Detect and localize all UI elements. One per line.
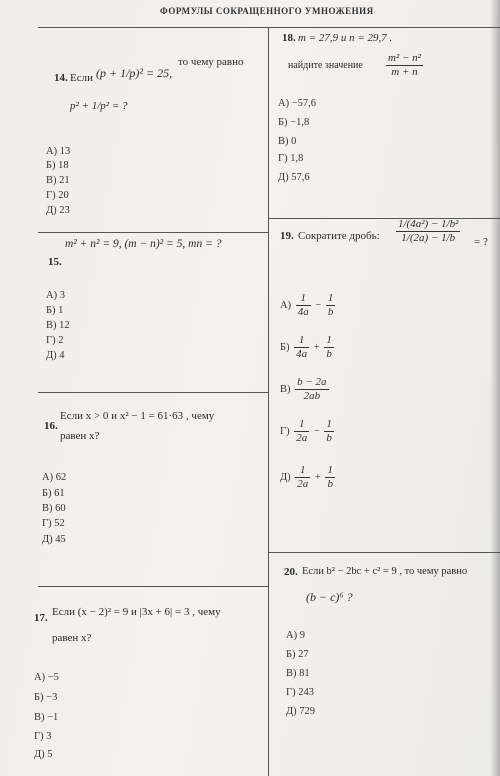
option-d[interactable]: Г) 2: [46, 335, 64, 346]
option-e[interactable]: Д) 5: [34, 749, 53, 760]
column-divider: [268, 28, 269, 776]
option-operator: −: [313, 425, 320, 437]
question-big-fraction: [396, 218, 460, 245]
question-number: 19.: [280, 230, 294, 242]
question-stem-suffix: то чему равно: [178, 56, 244, 68]
option-operator: +: [314, 471, 321, 483]
option-c[interactable]: В) −1: [34, 712, 59, 723]
denominator: b: [326, 432, 332, 444]
question-stem-line-1: m = 27,9 и n = 29,7 .: [298, 32, 393, 44]
question-stem-expression: (p + 1/p)² = 25,: [96, 66, 173, 80]
rule-left-3: [38, 586, 268, 587]
page-edge-shadow: [490, 0, 500, 776]
denominator: 2a: [297, 478, 309, 490]
rule-right-1: [268, 218, 500, 219]
numerator: 1: [294, 418, 309, 432]
numerator: b − 2a: [297, 376, 327, 388]
big-fraction-denominator: 1/(2a) − 1/b: [401, 232, 456, 244]
question-fraction: [386, 52, 423, 79]
option-c[interactable]: В) 21: [46, 175, 70, 186]
question-stem-expression: m² + n² = 9, (m − n)² = 5, mn = ?: [65, 238, 222, 250]
question-number: 15.: [48, 256, 62, 268]
option-operator: +: [313, 341, 320, 353]
option-left-fraction: [294, 418, 309, 445]
fraction-denominator: m + n: [391, 66, 418, 78]
rule-left-1: [38, 232, 268, 233]
option-e[interactable]: Д) 729: [286, 706, 316, 717]
question-stem-line-1: Если b² − 2bc + c² = 9 , то чему равно: [302, 566, 468, 577]
option-left-fraction: [294, 334, 309, 361]
question-stem-line-2: равен x?: [60, 430, 100, 442]
option-e[interactable]: [280, 464, 337, 491]
numerator: 1: [326, 418, 332, 430]
denominator: 4a: [297, 306, 309, 318]
option-d[interactable]: Г) 1,8: [278, 153, 304, 164]
question-number: 16.: [44, 420, 58, 432]
option-a[interactable]: [280, 292, 337, 319]
option-a[interactable]: А) 9: [286, 630, 305, 641]
option-b[interactable]: Б) −3: [34, 692, 58, 703]
question-suffix: = ?: [474, 236, 488, 248]
numerator: 1: [326, 334, 332, 346]
page-header: ФОРМУЛЫ СОКРАЩЕННОГО УМНОЖЕНИЯ: [160, 6, 374, 16]
option-label: Б): [280, 341, 290, 353]
question-stem-line-1: Если x > 0 и x² − 1 = 61·63 , чему: [60, 410, 215, 422]
question-stem-line-2: (b − c)⁶ ?: [306, 590, 353, 604]
numerator: 1: [295, 464, 310, 478]
option-label: Д): [280, 471, 291, 483]
numerator: 1: [294, 334, 309, 348]
question-stem: Сократите дробь:: [298, 230, 380, 242]
question-number: 14.: [54, 72, 68, 84]
option-c[interactable]: [280, 376, 331, 403]
option-a[interactable]: А) 13: [46, 146, 71, 157]
option-left-fraction: [295, 464, 310, 491]
option-fraction: [295, 376, 328, 403]
denominator: b: [327, 306, 334, 318]
option-e[interactable]: Д) 57,6: [278, 172, 310, 183]
option-c[interactable]: В) 12: [46, 320, 70, 331]
option-d[interactable]: Г) 20: [46, 190, 69, 201]
big-fraction-numerator: 1/(4a²) − 1/b²: [398, 218, 459, 230]
option-b[interactable]: Б) −1,8: [278, 117, 310, 128]
option-b[interactable]: Б) 27: [286, 649, 309, 660]
option-label: А): [280, 299, 292, 311]
option-right-fraction: [326, 292, 336, 319]
option-b[interactable]: [280, 334, 336, 361]
rule-left-2: [38, 392, 268, 393]
option-e[interactable]: Д) 23: [46, 205, 70, 216]
question-target-expression: p² + 1/p² = ?: [70, 100, 128, 112]
option-a[interactable]: А) −5: [34, 672, 59, 683]
option-b[interactable]: Б) 61: [42, 488, 65, 499]
question-number: 18.: [282, 32, 296, 44]
option-a[interactable]: А) 62: [42, 472, 67, 483]
option-d[interactable]: Г) 243: [286, 687, 314, 698]
option-right-fraction: [324, 334, 334, 361]
option-label: Г): [280, 425, 290, 437]
option-b[interactable]: Б) 18: [46, 160, 69, 171]
option-left-fraction: [296, 292, 311, 319]
denominator: 4a: [296, 348, 308, 360]
denominator: b: [327, 478, 333, 490]
question-stem-line-1: Если (x − 2)² = 9 и |3x + 6| = 3 , чему: [52, 606, 221, 618]
option-a[interactable]: А) −57,6: [278, 98, 317, 109]
option-d[interactable]: Г) 52: [42, 518, 65, 529]
question-stem-line-2: равен x?: [52, 632, 92, 644]
question-number: 17.: [34, 612, 48, 624]
fraction-numerator: m² − n²: [388, 52, 421, 64]
header-rule: [38, 27, 500, 28]
denominator: 2a: [296, 432, 308, 444]
option-a[interactable]: А) 3: [46, 290, 65, 301]
option-c[interactable]: В) 81: [286, 668, 310, 679]
option-label: В): [280, 383, 291, 395]
option-right-fraction: [324, 418, 334, 445]
question-stem-prefix: Если: [70, 72, 93, 84]
option-right-fraction: [325, 464, 335, 491]
numerator: 1: [327, 292, 334, 304]
option-e[interactable]: Д) 4: [46, 350, 65, 361]
option-b[interactable]: Б) 1: [46, 305, 64, 316]
option-e[interactable]: Д) 45: [42, 534, 66, 545]
option-operator: −: [315, 299, 322, 311]
rule-right-2: [268, 552, 500, 553]
denominator: 2ab: [303, 390, 321, 402]
option-d[interactable]: [280, 418, 336, 445]
numerator: 1: [327, 464, 333, 476]
numerator: 1: [296, 292, 311, 306]
question-number: 20.: [284, 566, 298, 578]
option-d[interactable]: Г) 3: [34, 731, 52, 742]
question-stem-line-2: найдите значение: [288, 60, 363, 71]
option-c[interactable]: В) 0: [278, 136, 297, 147]
option-c[interactable]: В) 60: [42, 503, 66, 514]
denominator: b: [326, 348, 332, 360]
